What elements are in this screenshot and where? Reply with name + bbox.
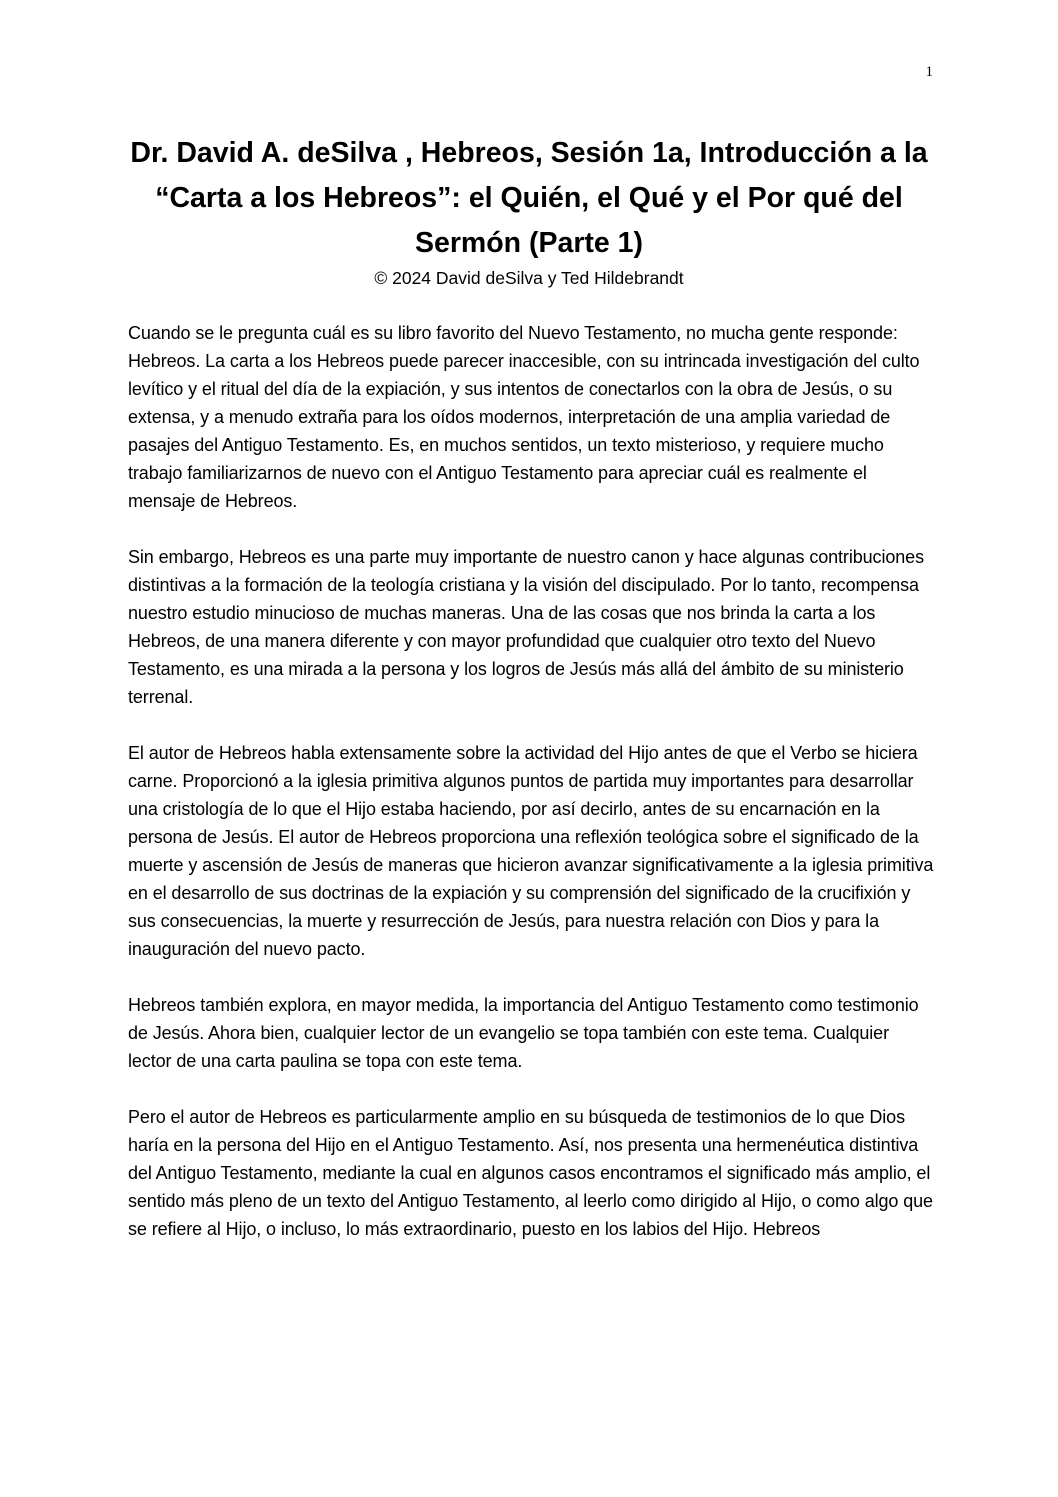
page-number: 1	[925, 64, 933, 80]
document-body	[128, 319, 934, 1271]
document-title: Dr. David A. deSilva , Hebreos, Sesión 1a, Introducción a la “Carta a los Hebreos”: el Quién, el Qué y el Por qué del Sermón (Parte 1)	[130, 137, 928, 259]
paragraph-1: Cuando se le pregunta cuál es su libro favorito del Nuevo Testamento, no mucha gente responde: Hebreos. La carta a los Hebreos puede parecer inaccesible, con su intrincada investigación del culto levítico y el ritual del día de la expiación, y sus intentos de conectarlos con la obra de Jesús, o su extensa, y a menudo extraña para los oídos modernos, interpretación de una amplia variedad de pasajes del Antiguo Testamento. Es, en muchos sentidos, un texto misterioso, y requiere mucho trabajo familiarizarnos de nuevo con el Antiguo Testamento para apreciar cuál es realmente el mensaje de Hebreos.	[128, 323, 920, 511]
document-header	[100, 131, 958, 290]
paragraph-2: Sin embargo, Hebreos es una parte muy importante de nuestro canon y hace algunas contribuciones distintivas a la formación de la teología cristiana y la visión del discipulado. Por lo tanto, recompensa nuestro estudio minucioso de muchas maneras. Una de las cosas que nos brinda la carta a los Hebreos, de una manera diferente y con mayor profundidad que cualquier otro texto del Nuevo Testamento, es una mirada a la persona y los logros de Jesús más allá del ámbito de su ministerio terrenal.	[128, 547, 924, 707]
copyright-line: © 2024 David deSilva y Ted Hildebrandt	[374, 268, 684, 288]
paragraph-3: El autor de Hebreos habla extensamente sobre la actividad del Hijo antes de que el Verbo se hiciera carne. Proporcionó a la iglesia primitiva algunos puntos de partida muy importantes para desarrollar una cristología de lo que el Hijo estaba haciendo, por así decirlo, antes de su encarnación en la persona de Jesús. El autor de Hebreos proporciona una reflexión teológica sobre el significado de la muerte y ascensión de Jesús de maneras que hicieron avanzar significativamente a la iglesia primitiva en el desarrollo de sus doctrinas de la expiación y su comprensión del significado de la crucifixión y sus consecuencias, la muerte y resurrección de Jesús, para nuestra relación con Dios y para la inauguración del nuevo pacto.	[128, 743, 934, 959]
paragraph-4: Hebreos también explora, en mayor medida, la importancia del Antiguo Testamento como testimonio de Jesús. Ahora bien, cualquier lector de un evangelio se topa también con este tema. Cualquier lector de una carta paulina se topa con este tema.	[128, 995, 919, 1071]
paragraph-5: Pero el autor de Hebreos es particularmente amplio en su búsqueda de testimonios de lo que Dios haría en la persona del Hijo en el Antiguo Testamento. Así, nos presenta una hermenéutica distintiva del Antiguo Testamento, mediante la cual en algunos casos encontramos el significado más amplio, el sentido más pleno de un texto del Antiguo Testamento, al leerlo como dirigido al Hijo, o como algo que se refiere al Hijo, o incluso, lo más extraordinario, puesto en los labios del Hijo. Hebreos	[128, 1107, 933, 1239]
